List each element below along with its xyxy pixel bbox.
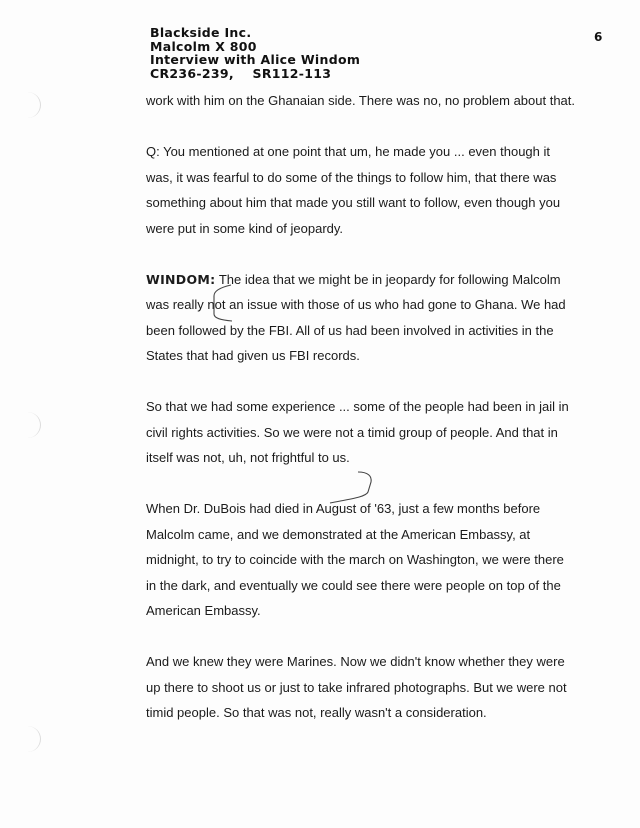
header-reel-numbers: CR236-239, SR112-113 <box>150 65 332 81</box>
paragraph <box>146 394 576 471</box>
paragraph <box>146 649 576 726</box>
paragraph-text: And we knew they were Marines. Now we didn't know whether they were up there to shoot us or just to take infrared photographs. But we were not timid people. So that was not, really wasn't a consideration. <box>146 654 567 720</box>
document-header <box>150 26 360 80</box>
paragraph-text: Q: You mentioned at one point that um, he made you ... even though it was, it was fearful to do some of the things to follow him, that there was something about him that made you still want to follow, even though you were put in some kind of jeopardy. <box>146 144 561 236</box>
page-number: 6 <box>594 30 603 44</box>
speaker-label: WINDOM: <box>146 271 216 287</box>
header-project: Malcolm X 800 <box>150 38 257 54</box>
paragraph <box>146 267 576 369</box>
punch-hole-mark <box>14 726 41 752</box>
punch-hole-mark <box>14 92 41 118</box>
paragraph-text: work with him on the Ghanaian side. There was no, no problem about that. <box>146 93 576 108</box>
punch-hole-mark <box>14 412 41 438</box>
header-interview: Interview with Alice Windom <box>150 52 361 67</box>
paragraph-text: The idea that we might be in jeopardy for following Malcolm was really not an issue with those of us who had gone to Ghana. We had been followed by the FBI. All of us had been involved in activities in the States that had given us FBI records. <box>146 271 566 363</box>
paragraph-text: When Dr. DuBois had died in August of '63, just a few months before Malcolm came, and we demonstrated at the American Embassy, at midnight, to try to coincide with the march on Washington, we were there in the dark, and eventually we could see there were people on top of the American Embassy. <box>146 501 564 618</box>
paragraph <box>146 88 576 114</box>
header-company: Blackside Inc. <box>150 25 252 40</box>
paragraph <box>146 496 576 624</box>
paragraph-text: So that we had some experience ... some of the people had been in jail in civil rights activities. So we were not a timid group of people. And that in itself was not, uh, not frightful to us. <box>146 399 569 465</box>
paragraph <box>146 139 576 241</box>
transcript-body <box>146 88 576 751</box>
